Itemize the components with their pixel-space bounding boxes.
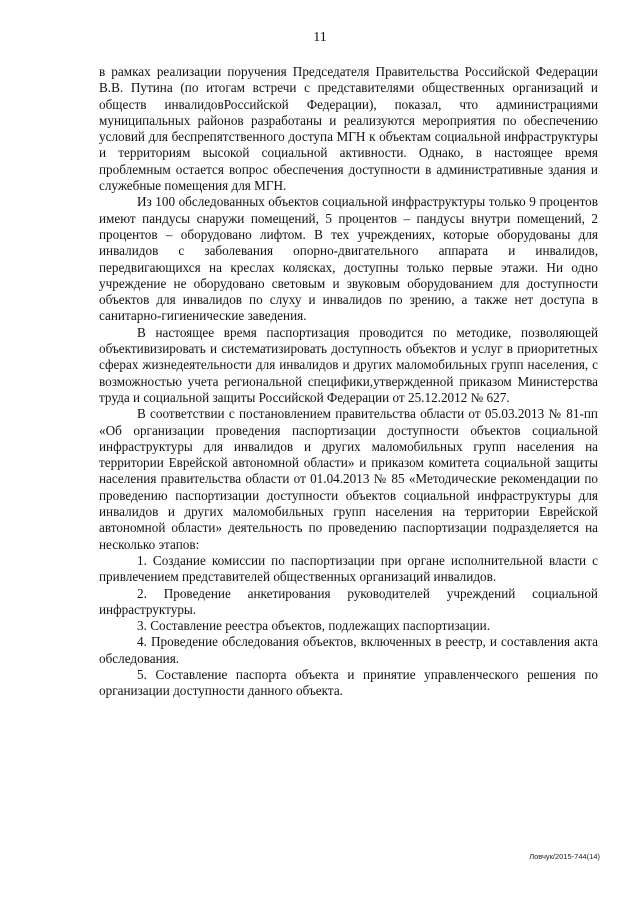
page-number: 11 [313,30,327,45]
paragraph-survey-results: Из 100 обследованных объектов социальной инфраструктуры только 9 процентов имеют пандусы снаружи помещений, 5 процентов – пандусы внутри помещений, 2 процентов – оборудовано лифтом. В тех учреждениях, которые оборудованы для инвалидов с заболевания опорно-двигательного аппарата и инвалидов, передвигающихся на креслах колясках, доступны только первые этажи. Ни одно учреждение не оборудовано световым и звуковым оборудованием для доступности объектов для инвалидов по слуху и инвалидов по зрению, а также нет доступа в санитарно-гигиенические заведения. [99,194,598,324]
step-item-3: 3. Составление реестра объектов, подлежащих паспортизации. [137,618,490,634]
step-item-1: 1. Создание комиссии по паспортизации при органе исполнительной власти с привлечением представителей общественных организаций инвалидов. [99,552,598,585]
paragraph-intro: в рамках реализации поручения Председателя Правительства Российской Федерации В.В. Путина (по итогам встречи с представителями общественных организаций и обществ инвалидовРоссийской Федерации), показал, что администрациями муниципальных районов разработаны и реализуются мероприятия по обеспечению условий для беспрепятственного доступа МГН к объектам социальной инфраструктуры и территориям высокой социальной активности. Однако, в настоящее время проблемным остается вопрос обеспечения доступности в административные здания и служебные помещения для МГН. [99,64,598,194]
footer-reference: Ловчук/2015-744(14) [529,852,600,861]
step-item-5: 5. Составление паспорта объекта и принятие управленческого решения по организации доступности данного объекта. [99,666,598,699]
paragraph-passportization-method: В настоящее время паспортизация проводится по методике, позволяющей объективизировать и систематизировать доступность объектов и услуг в приоритетных сферах жизнедеятельности для инвалидов и других маломобильных групп населения, с возможностью учета региональной специфики,утвержденной приказом Министерства труда и социальной защиты Российской Федерации от 25.12.2012 № 627. [99,324,598,405]
paragraph-regulation: В соответствии с постановлением правительства области от 05.03.2013 № 81-пп «Об организации проведения паспортизации доступности объектов социальной инфраструктуры для инвалидов и других маломобильных групп населения на территории Еврейской автономной области» и приказом комитета социальной защиты населения правительства области от 01.04.2013 № 85 «Методические рекомендации по проведению паспортизации доступности объектов социальной инфраструктуры для инвалидов и других маломобильных групп населения на территории Еврейской автономной области» деятельность по проведению паспортизации подразделяется на несколько этапов: [99,406,598,552]
step-item-2: 2. Проведение анкетирования руководителей учреждений социальной инфраструктуры. [99,585,598,617]
step-item-4: 4. Проведение обследования объектов, включенных в реестр, и составления акта обследования. [99,634,598,666]
document-body [99,64,598,700]
